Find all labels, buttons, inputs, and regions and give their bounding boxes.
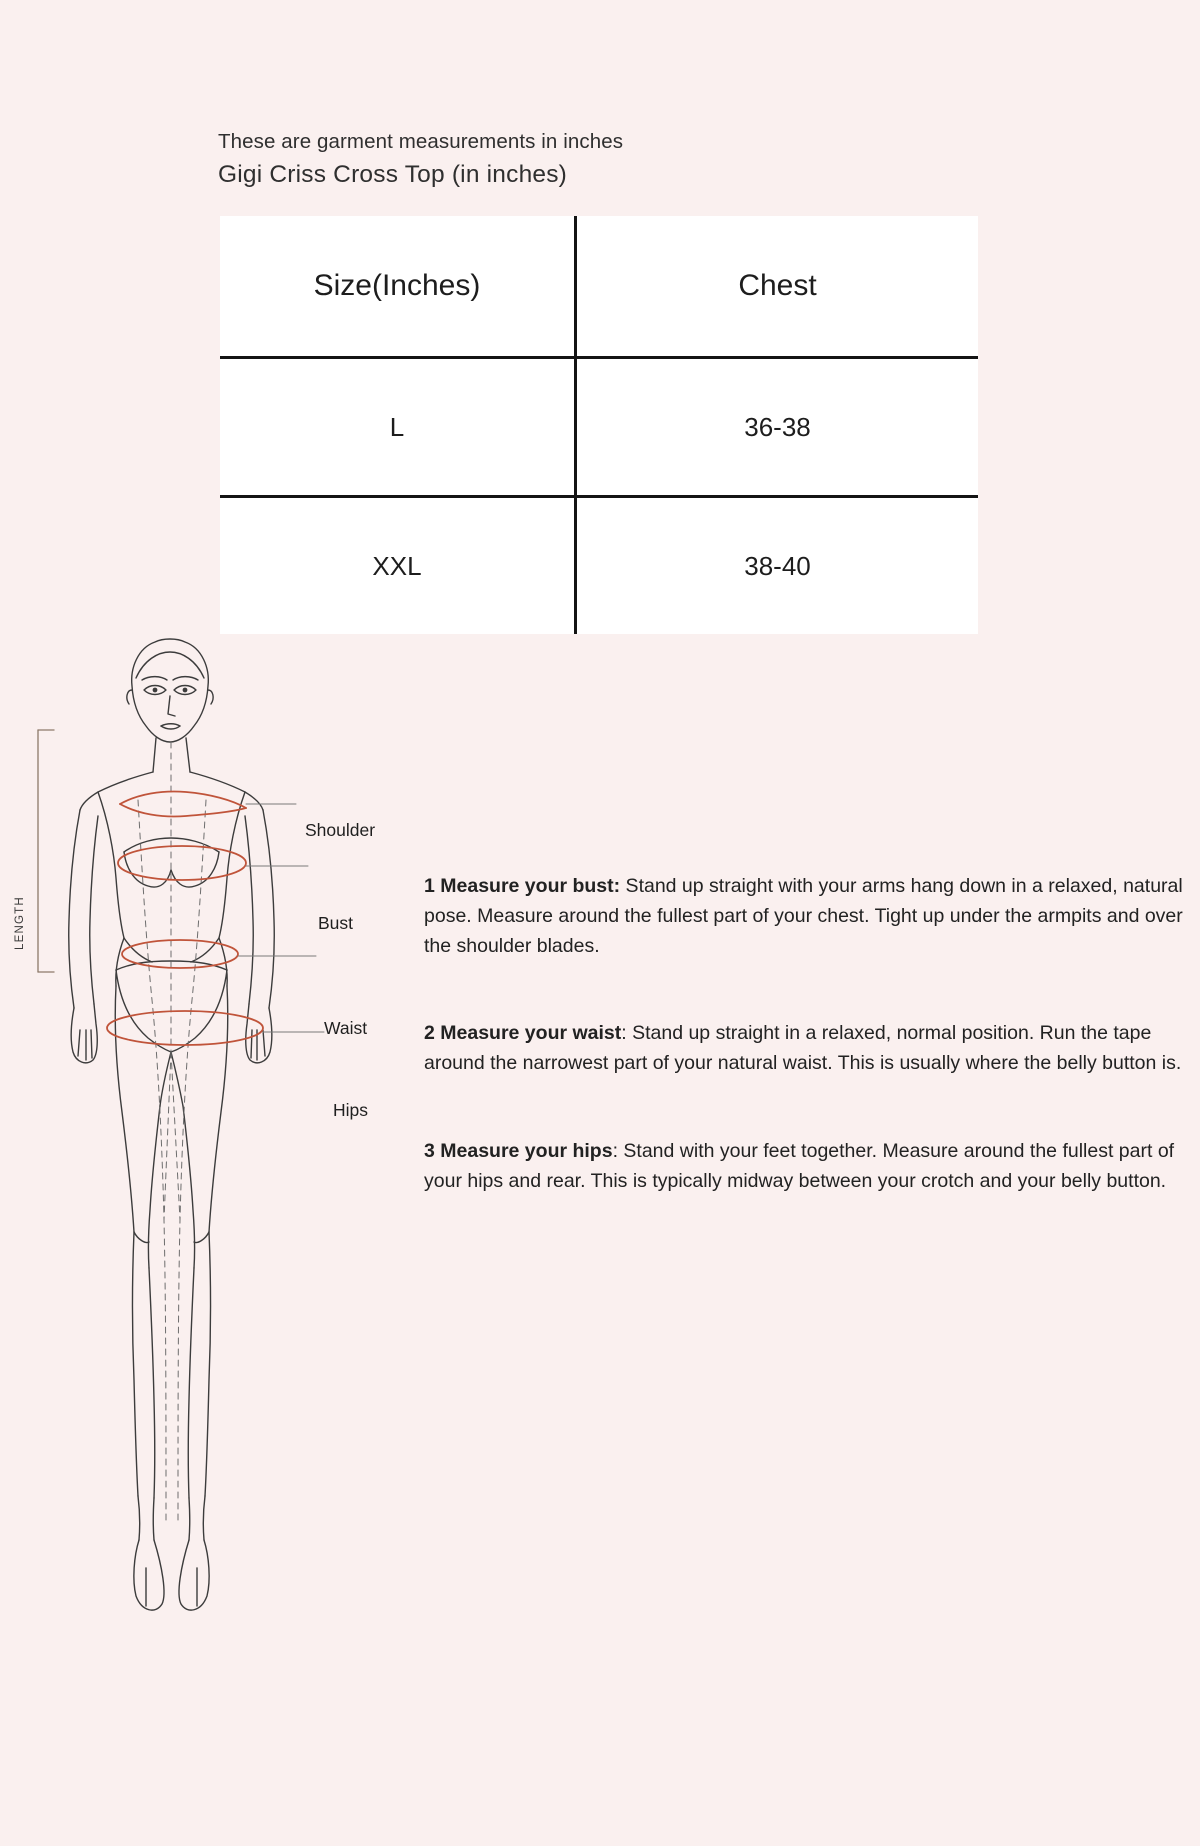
bust-tape [118, 846, 246, 880]
instruction-waist-body: : Stand up straight in a relaxed, normal position. Run the tape around the narrowest part of your natural waist. This is usually where the belly button is. [424, 1022, 1182, 1075]
instruction-waist-number: 2 [424, 1022, 441, 1045]
table-row [220, 358, 978, 497]
instructions-block [424, 872, 1200, 1197]
table-header-row [220, 216, 978, 358]
instruction-bust-body: Stand up straight with your arms hang down in a relaxed, natural pose. Measure around the fullest part of your chest. Tight up under the armpits and over the shoulder blades. [424, 875, 1183, 957]
label-shoulder: Shoulder [305, 820, 376, 840]
cell-chest-l: 36-38 [576, 358, 979, 497]
column-header-chest: Chest [576, 216, 979, 358]
cell-size-xxl: XXL [220, 497, 576, 635]
body-measurement-illustration [20, 620, 390, 1840]
instruction-hips-lead: Measure your hips [440, 1140, 613, 1163]
heading-block [218, 128, 918, 192]
instruction-hips [424, 1137, 1200, 1197]
measurement-tape-lines [107, 792, 263, 1046]
length-axis-label: LENGTH [14, 896, 26, 950]
cell-size-l: L [220, 358, 576, 497]
female-croquis-figure [20, 620, 390, 1840]
instruction-hips-number: 3 [424, 1140, 441, 1163]
instruction-bust [424, 872, 1200, 961]
construction-lines [138, 742, 206, 1520]
size-chart-table [220, 216, 978, 634]
instruction-waist-lead: Measure your waist [440, 1022, 622, 1045]
page-title: Gigi Criss Cross Top (in inches) [218, 160, 568, 188]
length-bracket [38, 730, 54, 972]
label-bust: Bust [318, 913, 354, 933]
label-waist: Waist [324, 1018, 368, 1038]
hips-tape [107, 1011, 263, 1045]
heading-subtitle: These are garment measurements in inches [218, 130, 624, 153]
instruction-waist [424, 1019, 1200, 1079]
cell-chest-xxl: 38-40 [576, 497, 979, 635]
shoulder-tape [120, 792, 246, 809]
column-header-size: Size(Inches) [220, 216, 576, 358]
instruction-hips-body: : Stand with your feet together. Measure around the fullest part of your hips and rear. This is typically midway between your crotch and your belly button. [424, 1140, 1175, 1192]
table-row [220, 497, 978, 635]
label-hips: Hips [333, 1100, 369, 1120]
instruction-bust-number: 1 [424, 875, 441, 897]
instruction-bust-lead: Measure your bust: [440, 875, 621, 897]
